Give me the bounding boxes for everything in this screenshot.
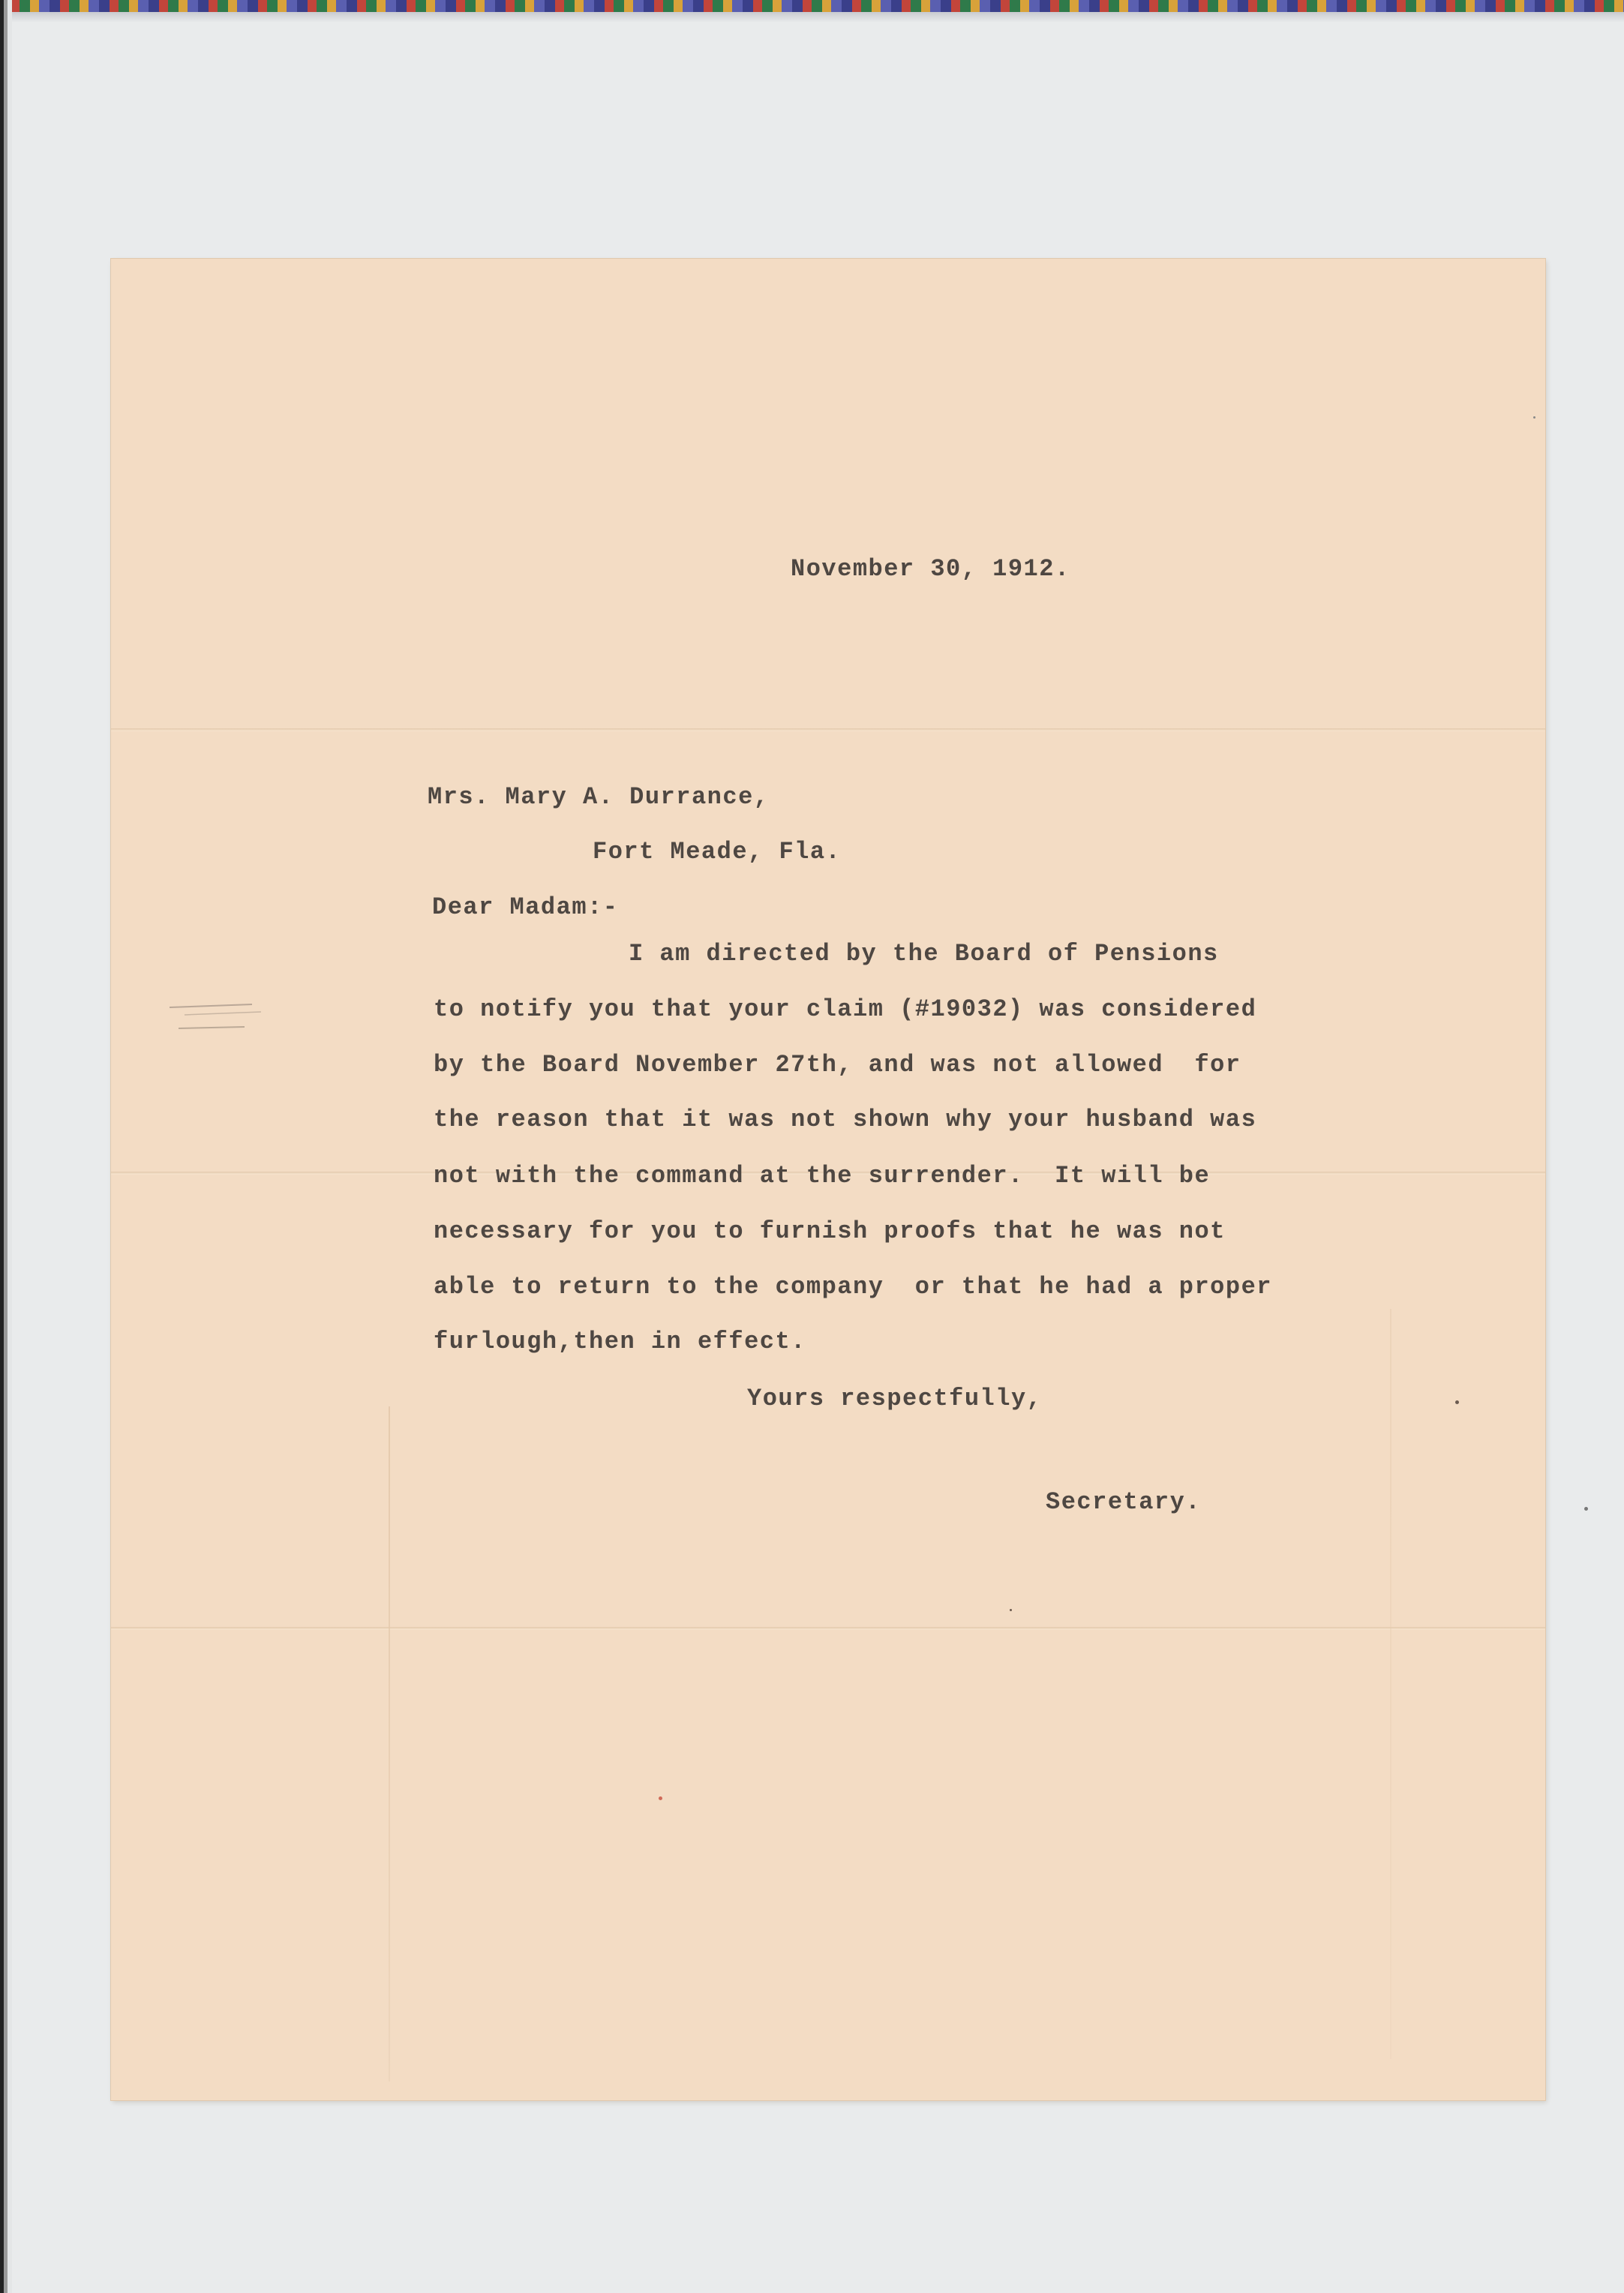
- letter-paper: [111, 259, 1545, 2100]
- recipient-place: Fort Meade, Fla.: [593, 838, 842, 866]
- paper-crease: [1390, 1309, 1391, 2059]
- paper-fold-line: [111, 1627, 1545, 1630]
- body-line: necessary for you to furnish proofs that he was not: [434, 1217, 1226, 1245]
- ink-speck: [1455, 1400, 1459, 1404]
- body-line: by the Board November 27th, and was not allowed for: [434, 1051, 1241, 1079]
- body-line: not with the command at the surrender. It will be: [434, 1162, 1211, 1190]
- ink-speck: [659, 1796, 662, 1800]
- paper-fold-line: [111, 728, 1545, 731]
- body-line: furlough,then in effect.: [434, 1328, 806, 1355]
- recipient-name: Mrs. Mary A. Durrance,: [428, 783, 770, 811]
- salutation: Dear Madam:-: [432, 893, 619, 921]
- ink-speck: [1010, 1609, 1012, 1611]
- scanner-shadow: [0, 12, 1624, 23]
- signature-title: Secretary.: [1046, 1488, 1202, 1516]
- paper-crease: [389, 1406, 390, 2081]
- body-line: able to return to the company or that he had a proper: [434, 1273, 1272, 1301]
- scanner-edge: [0, 0, 12, 2293]
- scanner-color-strip: [0, 0, 1624, 12]
- body-line: the reason that it was not shown why your husband was: [434, 1106, 1257, 1133]
- body-line: to notify you that your claim (#19032) was considered: [434, 995, 1257, 1023]
- dust-speck: [1584, 1507, 1588, 1511]
- body-line: I am directed by the Board of Pensions: [629, 940, 1219, 968]
- letter-date: November 30, 1912.: [791, 555, 1070, 583]
- dust-speck: [1533, 416, 1535, 419]
- pencil-marks: [162, 991, 275, 1051]
- closing: Yours respectfully,: [747, 1385, 1043, 1412]
